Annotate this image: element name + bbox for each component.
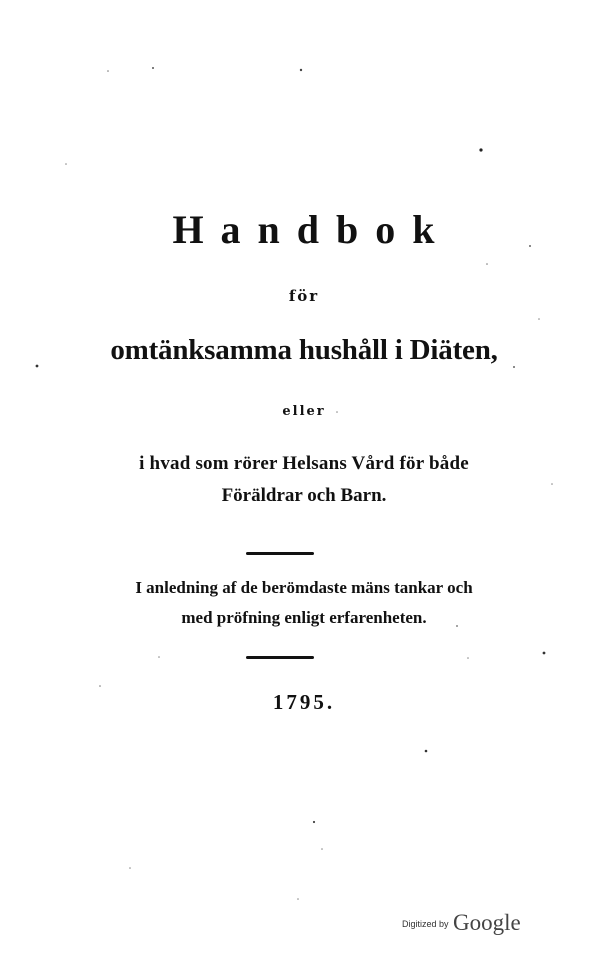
watermark-prefix: Digitized by bbox=[402, 919, 449, 929]
book-title: Handbok bbox=[172, 207, 452, 252]
publication-year: 1795. bbox=[272, 690, 336, 714]
digitization-watermark bbox=[402, 910, 521, 936]
book-subtitle: omtänksamma hushåll i Diäten, bbox=[110, 334, 498, 366]
or-line: eller bbox=[282, 404, 326, 419]
watermark-brand: Google bbox=[452, 910, 521, 935]
divider-rule-1 bbox=[246, 552, 314, 555]
note-line-2: med pröfning enligt erfarenheten. bbox=[181, 608, 427, 627]
description-line-2: Föräldrar och Barn. bbox=[221, 485, 387, 506]
divider-rule-2 bbox=[246, 656, 314, 659]
note-line-1: I anledning af de berömdaste mäns tankar och bbox=[135, 578, 473, 597]
for-line: för bbox=[288, 287, 320, 305]
description-line-1: i hvad som rörer Helsans Vård för både bbox=[139, 453, 469, 474]
